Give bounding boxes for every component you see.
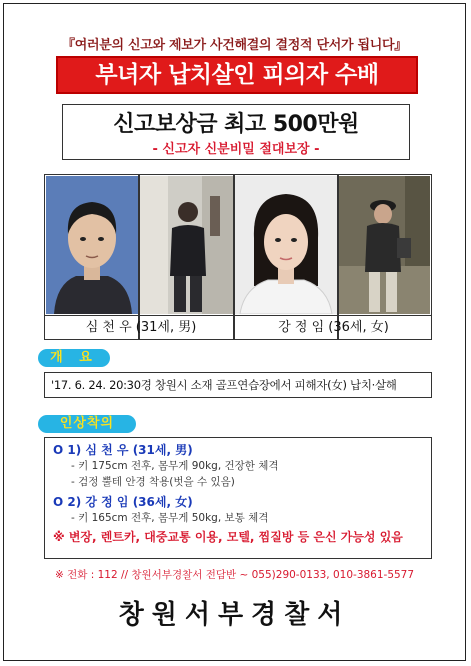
- overview-badge: 개 요: [38, 349, 110, 367]
- reward-subtitle: - 신고자 신분비밀 절대보장 -: [152, 142, 320, 157]
- suspect1-cctv-photo: [140, 176, 233, 314]
- suspect1-desc-line: - 키 175cm 전후, 몸무게 90kg, 건장한 체격: [71, 460, 279, 472]
- reward-box: [62, 104, 410, 160]
- suspect2-caption: 강 정 임 (36세, 女): [278, 320, 389, 335]
- suspect2-cctv-photo: [339, 176, 430, 314]
- hiding-note: ※ 변장, 렌트카, 대중교통 이용, 모텔, 찜질방 등 은신 가능성 있음: [53, 530, 403, 544]
- traits-badge: 인상착의: [38, 415, 136, 433]
- overview-text: '17. 6. 24. 20:30경 창원시 소재 골프연습장에서 피해자(女) 납치·살해: [44, 372, 432, 398]
- suspect1-caption: 심 천 우 (31세, 男): [85, 320, 197, 335]
- traits-box: [44, 437, 432, 559]
- reward-title: 신고보상금 최고 500만원: [113, 112, 359, 137]
- contact-info: ※ 전화 : 112 // 창원서부경찰서 전담반 ~ 055)290-0133, 010-3861-5577: [54, 569, 415, 581]
- suspect2-id-photo: [234, 176, 337, 314]
- suspect2-name: O 2) 강 정 임 (36세, 女): [53, 495, 193, 509]
- appeal-quote: 『여러분의 신고와 제보가 사건해결의 결정적 단서가 됩니다』: [62, 38, 407, 53]
- suspect-photos: [44, 174, 432, 340]
- wanted-banner: 부녀자 납치살인 피의자 수배: [56, 56, 418, 94]
- suspect1-desc-line: - 검정 뿔테 안경 착용(벗을 수 있음): [71, 476, 235, 488]
- suspect2-desc-line: - 키 165cm 전후, 몸무게 50kg, 보통 체격: [71, 512, 269, 524]
- suspect1-name: O 1) 심 천 우 (31세, 男): [53, 443, 193, 457]
- wanted-poster: [3, 3, 466, 661]
- police-station-name: 창원서부경찰서: [118, 600, 351, 630]
- suspect1-id-photo: [46, 176, 138, 314]
- photo-captions: [45, 315, 431, 340]
